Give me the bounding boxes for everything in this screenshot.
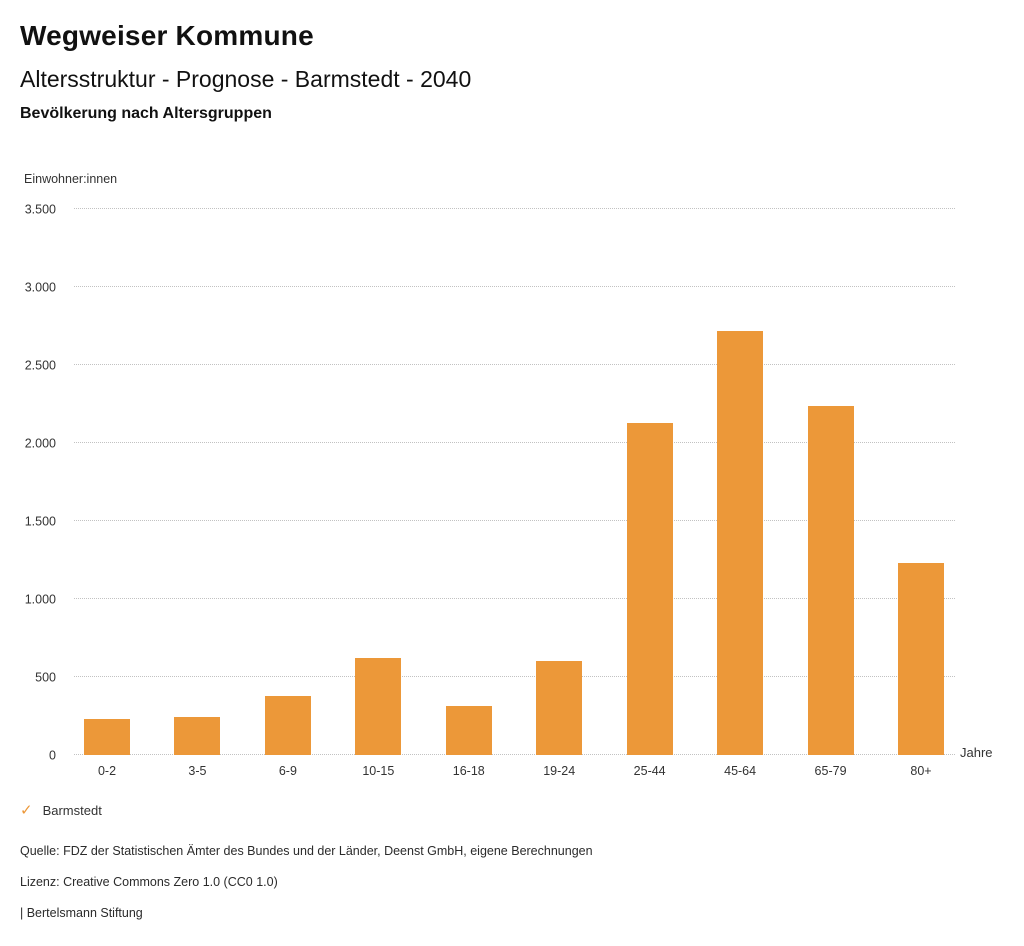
legend-item-barmstedt[interactable]: [20, 803, 102, 818]
chart-subtitle: Bevölkerung nach Altersgruppen: [20, 105, 272, 122]
x-tick-label: 3-5: [188, 764, 207, 778]
page-title: Wegweiser Kommune: [20, 20, 314, 51]
x-axis-title: Jahre: [960, 745, 993, 760]
x-tick-label: 0-2: [97, 764, 117, 778]
gridline: [74, 364, 955, 365]
x-axis: [74, 764, 955, 784]
x-tick-label: 10-15: [362, 764, 395, 778]
bar-0-2[interactable]: [84, 719, 130, 755]
x-tick-label: 45-64: [724, 764, 757, 778]
bar-6-9[interactable]: [265, 696, 311, 755]
bar-25-44[interactable]: [627, 423, 673, 755]
bar-19-24[interactable]: [536, 661, 582, 755]
y-tick-label: 2.500: [24, 357, 56, 372]
check-icon: ✓: [20, 802, 33, 819]
footer-license: Lizenz: Creative Commons Zero 1.0 (CC0 1.0): [20, 875, 278, 889]
y-tick-label: 3.000: [24, 279, 56, 294]
x-tick-label: 80+: [910, 764, 932, 778]
bar-45-64[interactable]: [717, 331, 763, 755]
y-tick-label: 2.000: [24, 435, 56, 450]
legend-label: Barmstedt: [42, 803, 102, 818]
gridline: [74, 286, 955, 287]
x-tick-label: 25-44: [633, 764, 666, 778]
y-axis-unit-label: Einwohner:innen: [24, 172, 118, 186]
bar-10-15[interactable]: [355, 658, 401, 756]
bar-3-5[interactable]: [174, 717, 220, 755]
y-tick-label: 1.000: [24, 591, 56, 606]
gridline: [74, 208, 955, 209]
footer-attribution: | Bertelsmann Stiftung: [20, 906, 143, 920]
y-tick-label: 1.500: [24, 513, 56, 528]
chart-title: Altersstruktur - Prognose - Barmstedt - 2040: [20, 66, 472, 92]
footer-source: Quelle: FDZ der Statistischen Ämter des Bundes und der Länder, Deenst GmbH, eigene Berechnungen: [20, 844, 593, 858]
x-tick-label: 6-9: [278, 764, 297, 778]
x-tick-label: 65-79: [814, 764, 847, 778]
y-tick-label: 500: [35, 669, 56, 684]
x-tick-label: 16-18: [452, 764, 485, 778]
bar-16-18[interactable]: [446, 706, 492, 755]
bar-80+[interactable]: [898, 563, 944, 755]
y-tick-label: 0: [49, 747, 56, 762]
x-tick-label: 19-24: [543, 764, 576, 778]
bar-65-79[interactable]: [808, 406, 854, 755]
y-axis: [0, 201, 56, 762]
plot-area: [74, 209, 955, 755]
y-tick-label: 3.500: [24, 201, 56, 216]
